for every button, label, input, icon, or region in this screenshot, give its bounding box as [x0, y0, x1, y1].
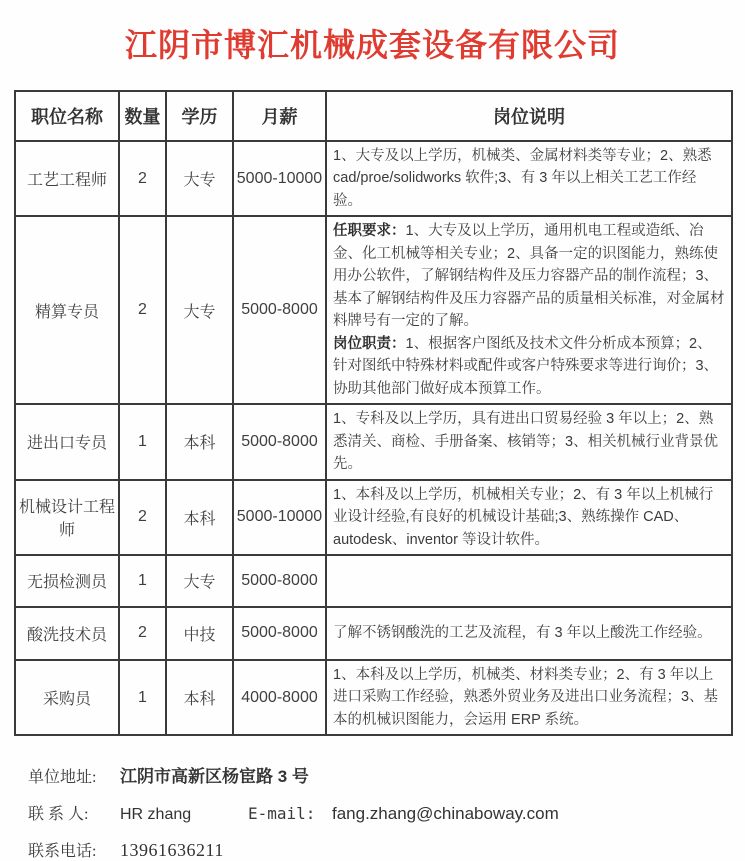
count-cell: 2 [119, 216, 166, 404]
contact-label: 联 系 人: [28, 806, 89, 824]
phone-value: 13961636211 [120, 840, 224, 861]
header-row [15, 91, 732, 141]
salary-cell: 5000-8000 [233, 404, 326, 479]
address-row [28, 762, 745, 787]
education-cell: 大专 [166, 141, 233, 216]
phone-label: 联系电话: [28, 843, 97, 861]
education-cell: 本科 [166, 660, 233, 735]
jobs-table-header [15, 91, 732, 141]
address-value: 江阴市高新区杨宦路 3 号 [120, 767, 309, 787]
header-position: 职位名称 [15, 91, 119, 141]
position-cell: 无损检测员 [15, 555, 119, 607]
position-cell: 工艺工程师 [15, 141, 119, 216]
description-paragraph: 1、本科及以上学历，机械相关专业；2、有 3 年以上机械行业设计经验,有良好的机械设计基础;3、熟练操作 CAD、autodesk、inventor 等设计软件。 [333, 486, 714, 548]
description-cell [326, 480, 732, 555]
salary-cell: 5000-10000 [233, 141, 326, 216]
jobs-table [14, 90, 733, 736]
header-education: 学历 [166, 91, 233, 141]
description-cell [326, 216, 732, 404]
document-page [0, 20, 745, 861]
description-paragraph: 了解不锈钢酸洗的工艺及流程，有 3 年以上酸洗工作经验。 [333, 625, 712, 642]
email-value: fang.zhang@chinaboway.com [332, 804, 559, 824]
position-cell: 采购员 [15, 660, 119, 735]
education-cell: 本科 [166, 404, 233, 479]
header-salary: 月薪 [233, 91, 326, 141]
education-cell: 大专 [166, 216, 233, 404]
description-cell [326, 555, 732, 607]
table-row [15, 480, 732, 555]
description-paragraph: 岗位职责：1、根据客户图纸及技术文件分析成本预算；2、针对图纸中特殊材料或配件或客户特殊要求等进行询价；3、协助其他部门做好成本预算工作。 [333, 335, 719, 397]
description-paragraph: 1、本科及以上学历，机械类、材料类专业；2、有 3 年以上进口采购工作经验，熟悉外贸业务及进出口业务流程；3、基本的机械识图能力，会运用 ERP 系统。 [333, 666, 719, 728]
count-cell: 2 [119, 480, 166, 555]
contact-row [28, 801, 745, 824]
description-cell [326, 607, 732, 660]
table-row [15, 607, 732, 660]
salary-cell: 5000-8000 [233, 607, 326, 660]
salary-cell: 5000-8000 [233, 216, 326, 404]
education-cell: 中技 [166, 607, 233, 660]
position-cell: 酸洗技术员 [15, 607, 119, 660]
education-cell: 本科 [166, 480, 233, 555]
position-cell: 精算专员 [15, 216, 119, 404]
header-description: 岗位说明 [326, 91, 732, 141]
count-cell: 2 [119, 141, 166, 216]
address-label: 单位地址: [28, 769, 97, 787]
position-cell: 进出口专员 [15, 404, 119, 479]
table-row [15, 216, 732, 404]
description-cell [326, 660, 732, 735]
phone-row [28, 838, 745, 861]
description-paragraph: 1、专科及以上学历，具有进出口贸易经验 3 年以上；2、熟悉清关、商检、手册备案、核销等；3、相关机械行业背景优先。 [333, 411, 719, 473]
table-row [15, 141, 732, 216]
position-cell: 机械设计工程师 [15, 480, 119, 555]
jobs-rows [15, 141, 732, 735]
salary-cell: 5000-10000 [233, 480, 326, 555]
education-cell: 大专 [166, 555, 233, 607]
description-cell [326, 141, 732, 216]
salary-cell: 4000-8000 [233, 660, 326, 735]
count-cell: 1 [119, 555, 166, 607]
table-row [15, 660, 732, 735]
count-cell: 2 [119, 607, 166, 660]
description-paragraph: 1、大专及以上学历，机械类、金属材料类等专业；2、熟悉cad/proe/solidworks 软件;3、有 3 年以上相关工艺工作经验。 [333, 148, 712, 209]
count-cell: 1 [119, 660, 166, 735]
table-row [15, 404, 732, 479]
header-count: 数量 [119, 91, 166, 141]
count-cell: 1 [119, 404, 166, 479]
email-label: E-mail: [248, 804, 316, 824]
contact-footer [28, 762, 745, 861]
description-paragraph: 任职要求：1、大专及以上学历，通用机电工程或造纸、冶金、化工机械等相关专业；2、具备一定的识图能力，熟练使用办公软件，了解钢结构件及压力容器产品的制作流程；3、基本了解钢结构件及压力容器产品的质量相关标准，对金属材料牌号有一定的了解。 [333, 223, 725, 330]
company-title: 江阴市博汇机械成套设备有限公司 [124, 27, 620, 63]
contact-value: HR zhang [120, 806, 192, 824]
table-row [15, 555, 732, 607]
salary-cell: 5000-8000 [233, 555, 326, 607]
description-cell [326, 404, 732, 479]
